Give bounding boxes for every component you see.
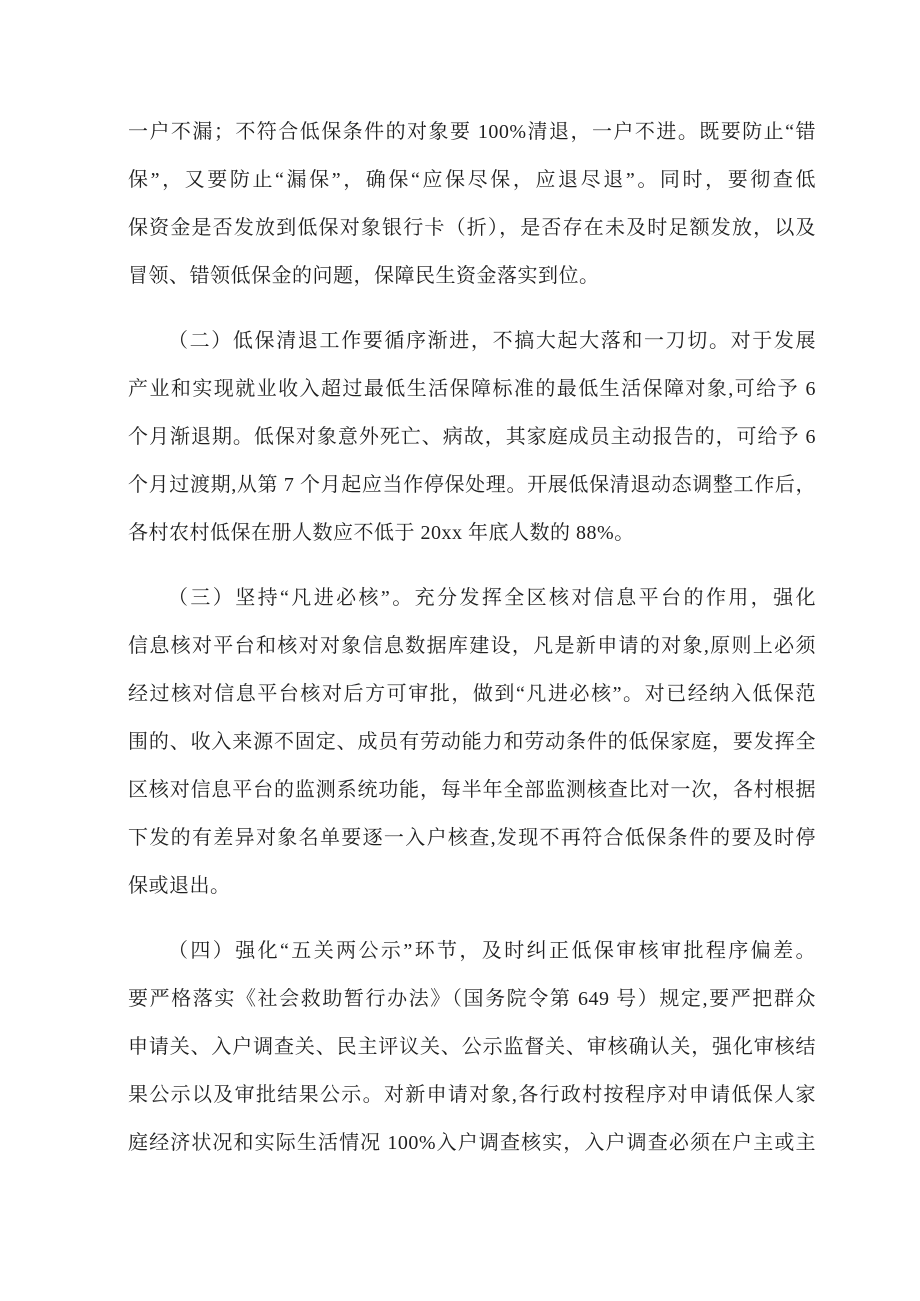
paragraph-item-3 — [128, 574, 816, 910]
text-line: 保”，又要防止“漏保”，确保“应保尽保，应退尽退”。同时，要彻查低 — [128, 169, 816, 191]
paragraph-continuation — [128, 108, 816, 300]
paragraph-item-2 — [128, 317, 816, 557]
text-line: （三）坚持“凡进必核”。充分发挥全区核对信息平台的作用，强化 — [168, 587, 816, 609]
text-line: （四）强化“五关两公示”环节，及时纠正低保审核审批程序偏差。 — [168, 940, 816, 962]
text-line: 各村农村低保在册人数应不低于 20xx 年底人数的 88%。 — [128, 522, 635, 544]
document-text-block — [128, 108, 816, 1167]
text-line: 庭经济状况和实际生活情况 100%入户调查核实，入户调查必须在户主或主 — [128, 1132, 816, 1154]
text-line: 要严格落实《社会救助暂行办法》（国务院令第 649 号）规定,要严把群众 — [128, 988, 816, 1010]
text-line: 信息核对平台和核对对象信息数据库建设，凡是新申请的对象,原则上必须 — [128, 635, 816, 657]
text-line: 围的、收入来源不固定、成员有劳动能力和劳动条件的低保家庭，要发挥全 — [128, 731, 816, 753]
text-line: 个月过渡期,从第 7 个月起应当作停保处理。开展低保清退动态调整工作后， — [128, 474, 816, 496]
text-line: 保或退出。 — [128, 875, 231, 897]
text-line: 保资金是否发放到低保对象银行卡（折），是否存在未及时足额发放，以及 — [128, 217, 816, 239]
text-line: 区核对信息平台的监测系统功能，每半年全部监测核查比对一次，各村根据 — [128, 779, 816, 801]
text-line: 经过核对信息平台核对后方可审批，做到“凡进必核”。对已经纳入低保范 — [128, 683, 816, 705]
text-line: 申请关、入户调查关、民主评议关、公示监督关、审核确认关，强化审核结 — [128, 1036, 816, 1058]
text-line: 个月渐退期。低保对象意外死亡、病故，其家庭成员主动报告的，可给予 6 — [128, 426, 816, 448]
text-line: 一户不漏；不符合低保条件的对象要 100%清退，一户不进。既要防止“错 — [128, 121, 816, 143]
text-line: 下发的有差异对象名单要逐一入户核查,发现不再符合低保条件的要及时停 — [128, 827, 816, 849]
paragraph-item-4 — [128, 927, 816, 1167]
text-line: 果公示以及审批结果公示。对新申请对象,各行政村按程序对申请低保人家 — [128, 1084, 816, 1106]
text-line: （二）低保清退工作要循序渐进，不搞大起大落和一刀切。对于发展 — [168, 330, 816, 352]
text-line: 产业和实现就业收入超过最低生活保障标准的最低生活保障对象,可给予 6 — [128, 378, 816, 400]
text-line: 冒领、错领低保金的问题，保障民生资金落实到位。 — [128, 265, 600, 287]
